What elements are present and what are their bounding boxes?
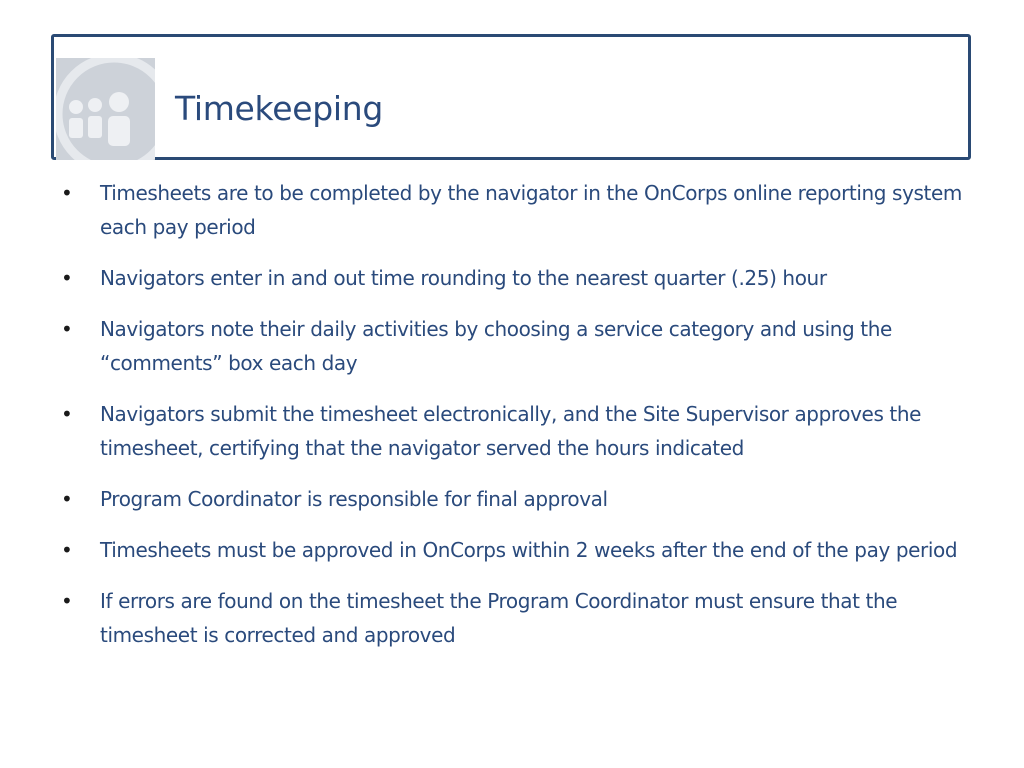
title-frame: [51, 34, 971, 160]
bullet-icon: •: [61, 402, 73, 426]
logo-graphic: [56, 58, 155, 160]
bullet-icon: •: [61, 589, 73, 613]
bullet-item: [0, 482, 1010, 516]
bullet-item: [0, 176, 1010, 244]
bullet-item: [0, 312, 1010, 380]
bullet-text: Navigators note their daily activities by choosing a service category and using the “comments” box each day: [100, 317, 892, 375]
bullet-item: [0, 397, 1010, 465]
bullet-icon: •: [61, 538, 73, 562]
bullet-text: Navigators submit the timesheet electronically, and the Site Supervisor approves the timesheet, certifying that the navigator served the hours indicated: [100, 402, 922, 460]
bullet-item: [0, 584, 1010, 652]
bullet-icon: •: [61, 317, 73, 341]
bullet-text: Program Coordinator is responsible for final approval: [100, 487, 608, 511]
bullet-icon: •: [61, 487, 73, 511]
bullet-icon: •: [61, 181, 73, 205]
slide-title: Timekeeping: [175, 89, 383, 128]
bullet-text: Timesheets must be approved in OnCorps within 2 weeks after the end of the pay period: [100, 538, 958, 562]
bullet-text: If errors are found on the timesheet the Program Coordinator must ensure that the timesheet is corrected and approved: [100, 589, 898, 647]
oncorps-people-logo-icon: [56, 58, 155, 160]
bullet-text: Timesheets are to be completed by the navigator in the OnCorps online reporting system each pay period: [100, 181, 962, 239]
bullet-text: Navigators enter in and out time rounding to the nearest quarter (.25) hour: [100, 266, 827, 290]
bullet-item: [0, 261, 1010, 295]
bullet-list: [0, 176, 1024, 669]
bullet-item: [0, 533, 1010, 567]
bullet-icon: •: [61, 266, 73, 290]
